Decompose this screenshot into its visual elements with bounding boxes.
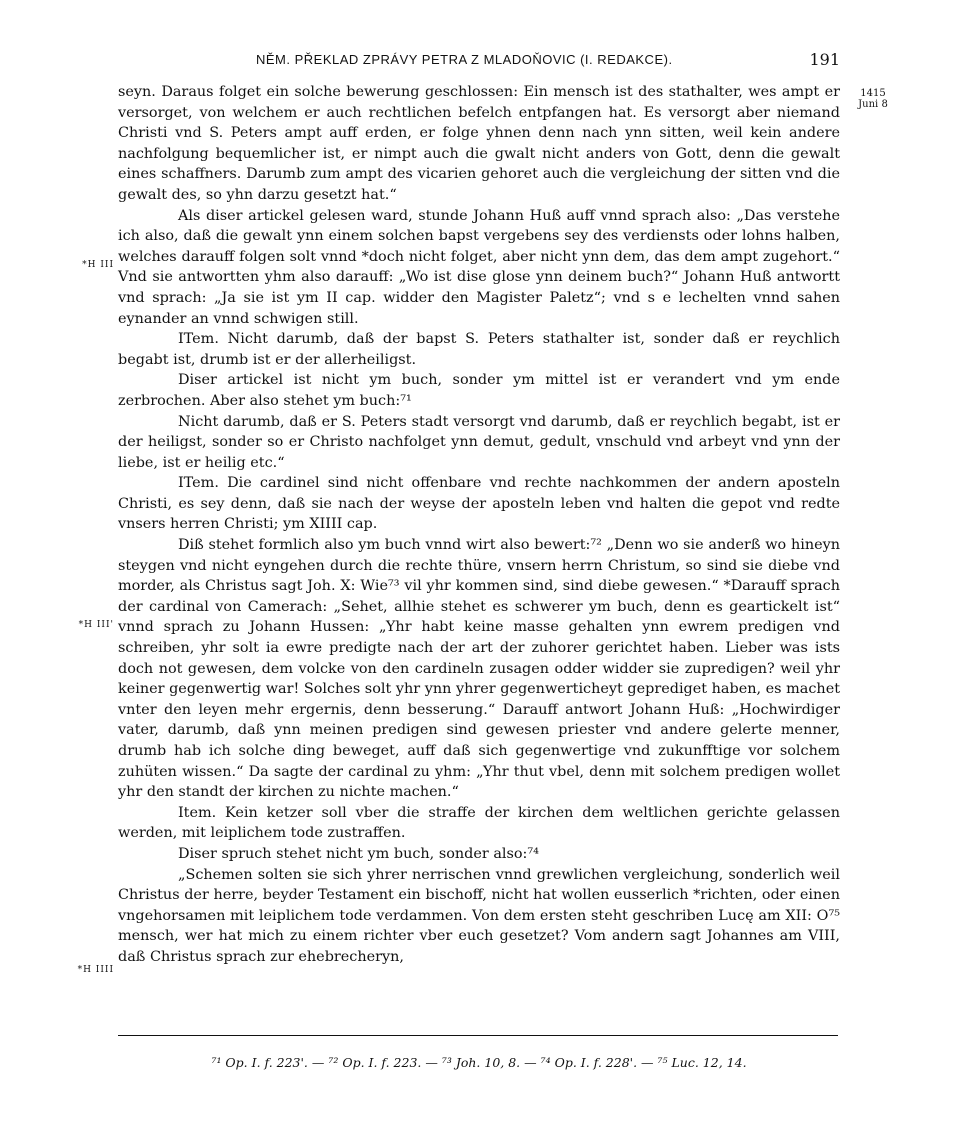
- margin-date: [851, 88, 895, 110]
- page-number: 191: [809, 50, 840, 69]
- margin-ref: *H III': [78, 620, 114, 630]
- paragraph: ITem. Nicht darumb, daß der bapst S. Peters stathalter ist, sonder daß er reychlich begabt ist, drumb ist er der allerheiligst.: [118, 331, 840, 368]
- footnotes: ⁷¹ Op. I. f. 223'. — ⁷² Op. I. f. 223. — ⁷³ Joh. 10, 8. — ⁷⁴ Op. I. f. 228'. — ⁷⁵ Luc. 12, 14.: [211, 1055, 747, 1070]
- page-header: [118, 50, 840, 74]
- margin-date-text: 1415 Juni 8: [858, 88, 888, 110]
- running-head: NĚM. PŘEKLAD ZPRÁVY PETRA Z MLADOŇOVIC (I. REDAKCE).: [256, 52, 673, 67]
- paragraph: „Schemen solten sie sich yhrer nerrischen vnnd grewlichen vergleichung, sonderlich weil Christus der herre, beyder Testament ein bischoff, nicht hat wollen eusserlich *richten, oder einen vngehorsamen mit leiplichem tode verdammen. Von dem ersten steht geschriben Lucę am XII: O⁷⁵ mensch, wer hat mich zu einem richter vber euch gesetzet? Vom andern sagt Johannes am VIII, daß Christus sprach zur ehebrecheryn,: [118, 866, 840, 965]
- margin-ref: *H IIII: [77, 965, 114, 975]
- paragraph: Diser spruch stehet nicht ym buch, sonder also:⁷⁴: [178, 845, 539, 862]
- paragraph: Nicht darumb, daß er S. Peters stadt versorgt vnd darumb, daß er reychlich begabt, ist er der heiligst, sonder so er Christo nachfolget ynn demut, gedult, vnschuld vnd arbeyt vnd ynn der liebe, ist er heilig etc.“: [118, 413, 840, 471]
- body-text: [118, 82, 840, 968]
- paragraph: Diser artickel ist nicht ym buch, sonder ym mittel ist er verandert vnd ym ende zerbrochen. Aber also stehet ym buch:⁷¹: [118, 372, 840, 409]
- paragraph: seyn. Daraus folget ein solche bewerung geschlossen: Ein mensch ist des stathalter, wes ampt er versorget, von welchem er auch rechtlichen befelch entpfangen hat. Es versorgt aber niemand Christi vnd S. Peters ampt auff erden, er folge yhnen denn nach ynn sitten, weil kein andere nachfolgung bequemlicher ist, er nimpt auch die gwalt nicht anders von Gott, denn die gewalt eines schaffners. Darumb zum ampt des vicarien gehoret auch die vergleichung der sitten vnd die gewalt des, so yhn darzu gesetzt hat.“: [118, 84, 840, 203]
- paragraph: Item. Kein ketzer soll vber die straffe der kirchen dem weltlichen gerichte gelassen werden, mit leiplichem tode zustraffen.: [118, 804, 840, 842]
- paragraph: ITem. Die cardinel sind nicht offenbare vnd rechte nachkommen der andern aposteln Christi, es sey denn, daß sie nach der weyse der aposteln leben vnd halten die gepot vnd redte vnsers herren Christi; ym XIIII cap.: [118, 475, 840, 533]
- footnote-rule: [118, 1035, 838, 1036]
- paragraph: Diß stehet formlich also ym buch vnnd wirt also bewert:⁷² „Denn wo sie anderß wo hineyn steygen vnd nicht eyngehen durch die rechte thüre, vnsern herrn Christum, so sind sie diebe vnd morder, als Christus sagt Joh. X: Wie⁷³ vil yhr kommen sind, sind diebe gewesen.“ *Darauff sprach der cardinal von Camerach: „Sehet, allhie stehet es schwerer ym buch, denn es geartickelt ist“ vnnd sprach zu Johann Hussen: „Yhr habt keine masse gehalten ynn ewrem predigen vnd schreiben, yhr solt ia ewre predigte nach der art der zuhorer gerichtet haben. Lieber was ists doch not gewesen, dem volcke von den cardineln zusagen odder widder sie zupredigen? weil yhr keiner gegenwertig war! Solches solt yhr ynn yhrer gegenwerticheyt geprediget haben, es machet vnter den leyen mehr ergernis, denn besserung.“ Darauff antwort Johann Huß: „Hochwirdiger vater, darumb, daß ynn meinen predigen sind gewesen priester vnd andere gelerte menner, drumb hab ich solche ding beweget, auff daß sich gegenwertige vnd zukunfftige vor solchem zuhüten wissen.“ Da sagte der cardinal zu yhm: „Yhr thut vbel, denn mit solchem predigen wollet yhr den standt der kirchen zu nichte machen.“: [118, 537, 840, 801]
- margin-ref: *H III: [82, 260, 114, 270]
- paragraph: Als diser artickel gelesen ward, stunde Johann Huß auff vnnd sprach also: „Das verstehe ich also, daß die gewalt ynn einem solchen bapst vergebens sey des verdiensts oder lohns halben, welches darauff folgen solt vnnd *doch nicht folget, aber nicht ynn dem, das dem ampt zugehort.“ Vnd sie antwortten yhm also darauff: „Wo ist dise glose ynn deinem buch?“ Johann Huß antwortt vnd sprach: „Ja sie ist ym II cap. widder den Magister Paletz“; vnd s e lechelten vnnd sahen eynander an vnnd schwigen still.: [118, 207, 840, 327]
